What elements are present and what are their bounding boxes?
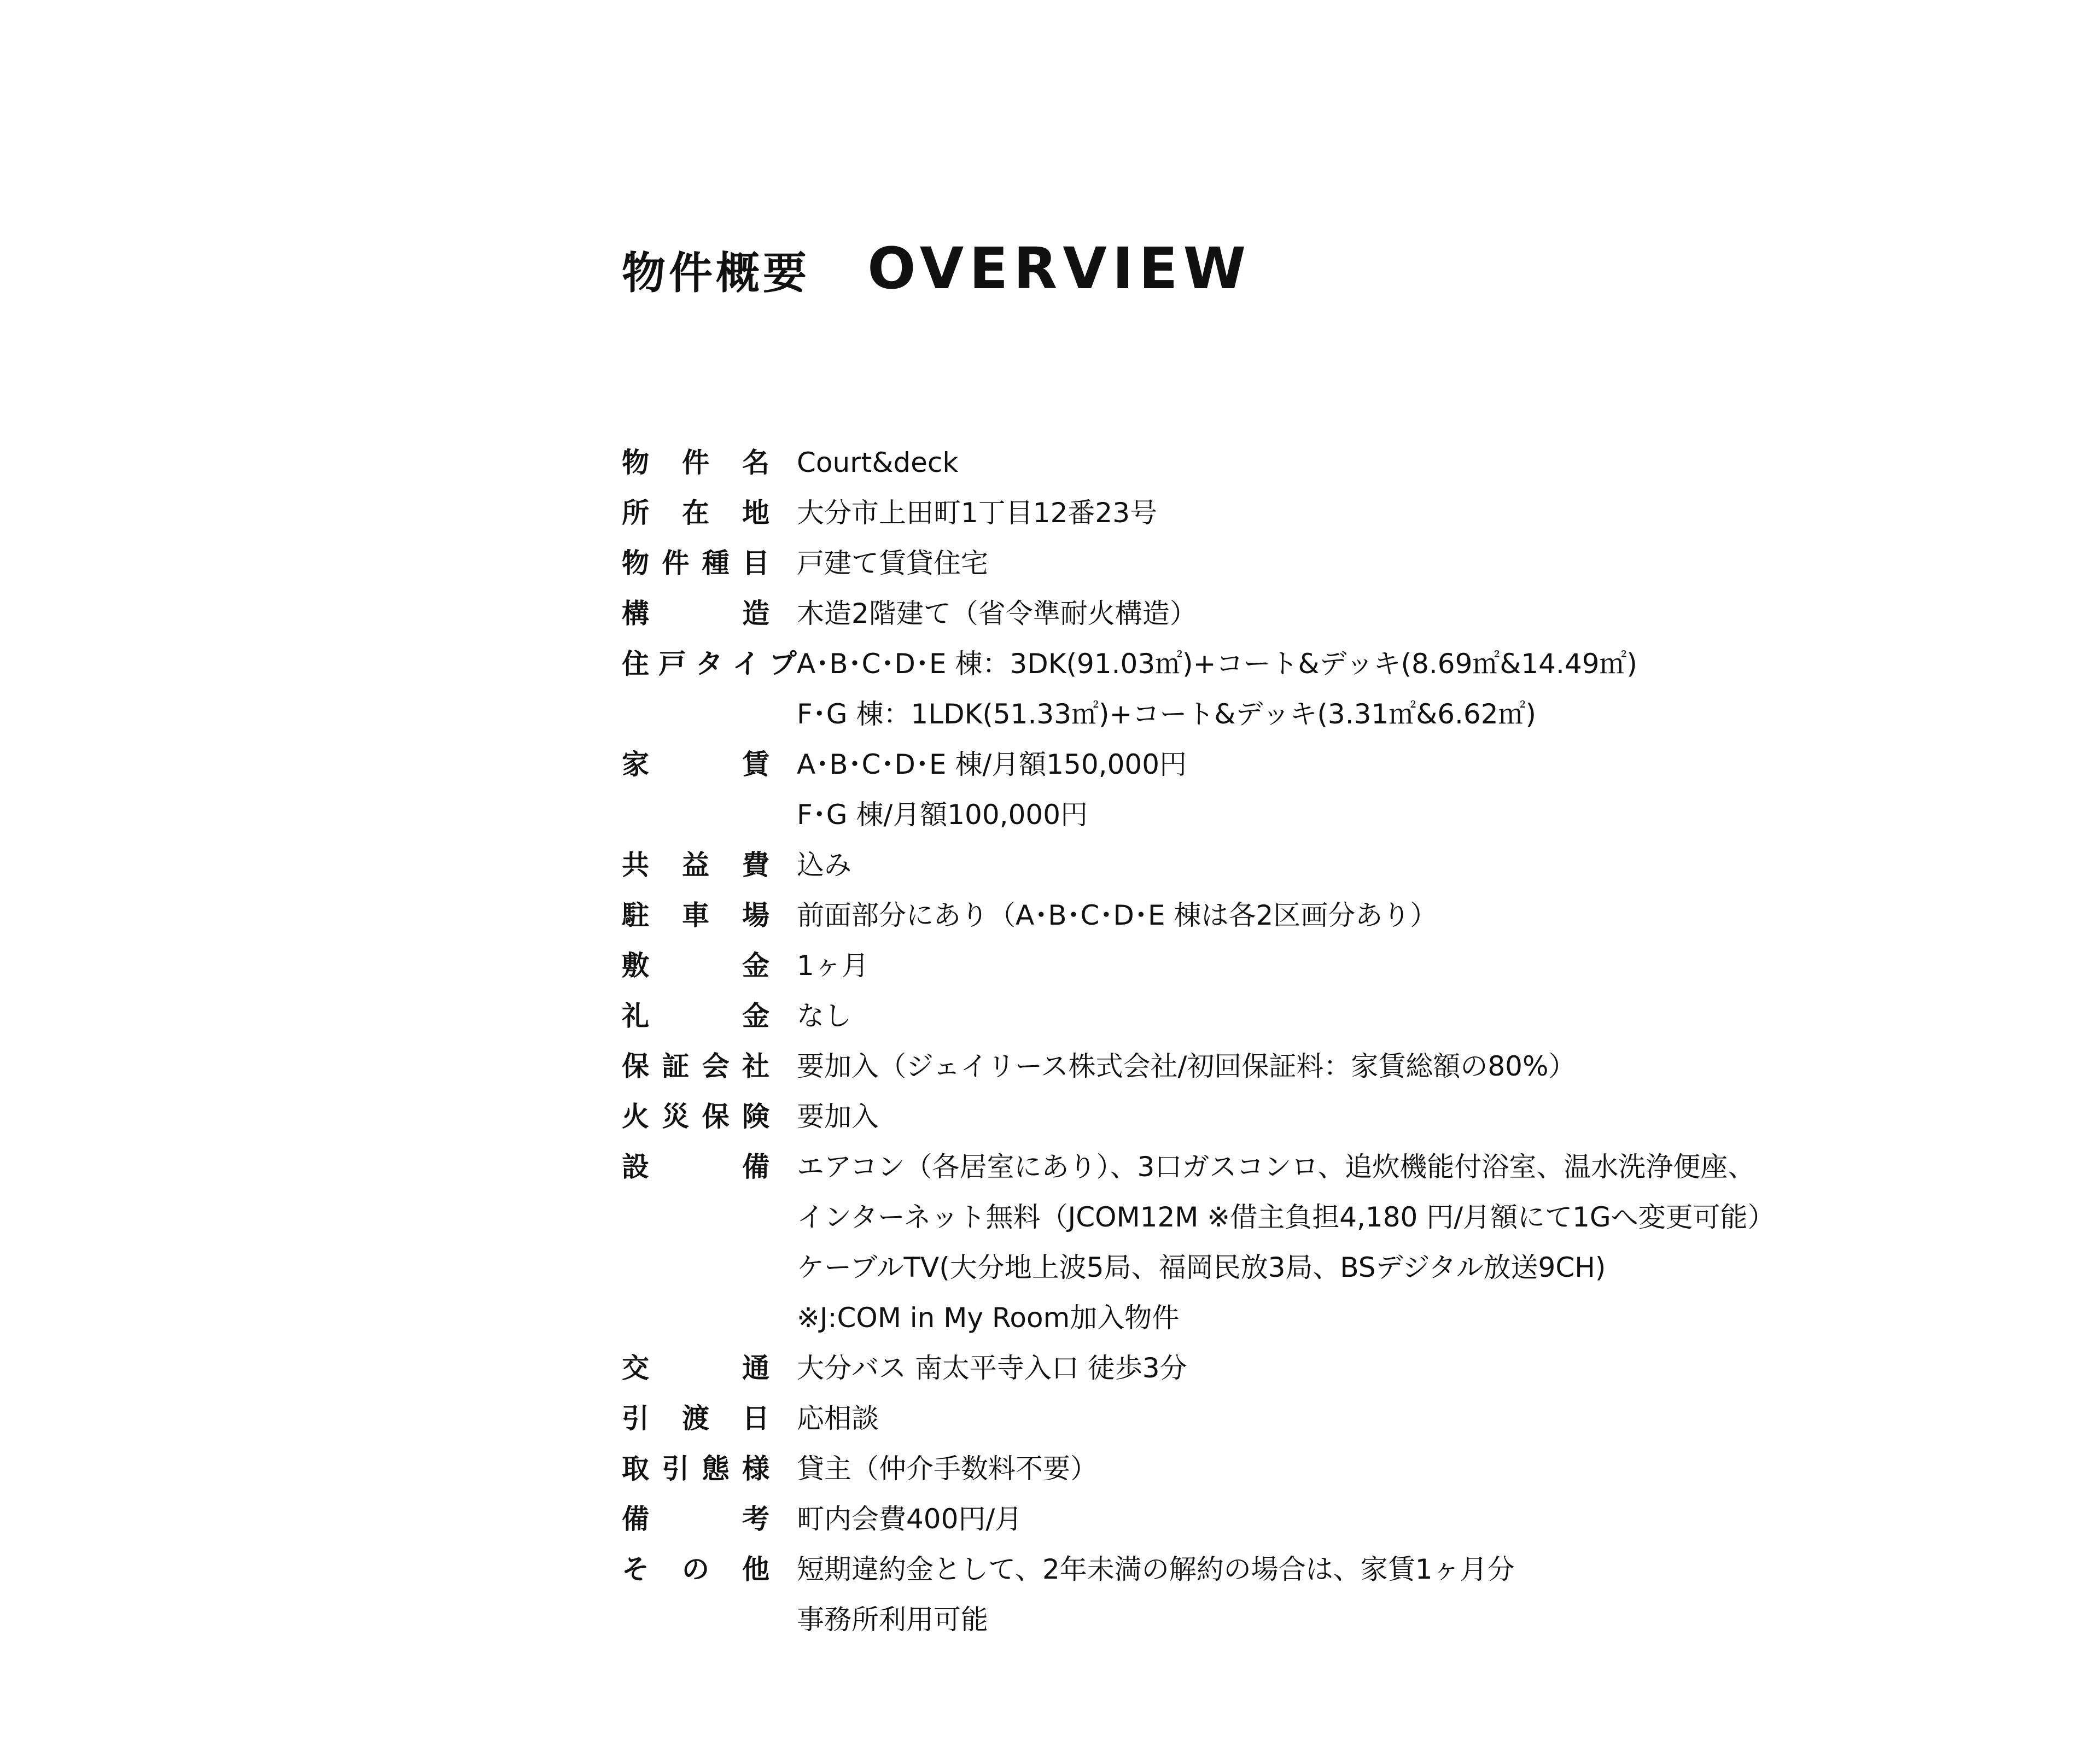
spec-label: 共 益 費 [622,849,769,881]
spec-label: そ の 他 [622,1553,769,1585]
spec-label: 住 戸 タ イ プ [622,648,797,680]
spec-values [797,1091,1934,1142]
spec-value: 大分バス 南太平寺入口 徒歩3分 [797,1352,1187,1384]
spec-value: 要加入（ジェイリース株式会社/初回保証料：家賃総額の80%） [797,1050,1576,1082]
spec-value: 応相談 [797,1403,879,1434]
spec-value: 前面部分にあり（A･B･C･D･E 棟は各2区画分あり） [797,899,1438,931]
spec-row [622,588,1934,639]
spec-values [797,890,1934,941]
spec-values [797,1444,1934,1494]
spec-label: 敷 金 [622,950,769,982]
spec-row [622,538,1934,588]
spec-values [797,437,1934,488]
spec-row [622,488,1934,538]
spec-label: 所 在 地 [622,497,769,529]
spec-values [797,1544,1934,1645]
spec-row [622,1393,1934,1444]
spec-value: インターネット無料（JCOM12M ※借主負担4,180 円/月額にて1Gへ変更可能） [797,1201,1775,1233]
spec-values [797,588,1934,639]
spec-row [622,890,1934,941]
spec-value: 込み [797,849,851,881]
spec-values [797,941,1934,991]
page-title [622,235,1251,302]
spec-label: 家 賃 [622,749,769,780]
spec-label: 保 証 会 社 [622,1050,769,1082]
spec-values [797,739,1934,840]
spec-row [622,1444,1934,1494]
spec-values [797,1142,1934,1343]
spec-value: 町内会費400円/月 [797,1503,1023,1535]
spec-row [622,1343,1934,1393]
spec-value: 貸主（仲介手数料不要） [797,1453,1098,1485]
spec-label: 物 件 種 目 [622,547,769,579]
spec-value: 戸建て賃貸住宅 [797,547,988,579]
spec-values [797,1343,1934,1393]
spec-values [797,538,1934,588]
spec-row [622,639,1934,739]
spec-value: 事務所利用可能 [797,1604,988,1636]
spec-value: 短期違約金として、2年未満の解約の場合は、家賃1ヶ月分 [797,1553,1515,1585]
spec-values [797,639,1934,739]
spec-row [622,1494,1934,1544]
title-japanese: 物件概要 [622,248,810,299]
spec-value: F･G 棟/月額100,000円 [797,799,1088,831]
spec-values [797,1041,1934,1091]
spec-values [797,840,1934,890]
spec-label: 取 引 態 様 [622,1453,769,1485]
spec-value: A･B･C･D･E 棟/月額150,000円 [797,749,1187,780]
spec-row [622,991,1934,1041]
spec-value: 大分市上田町1丁目12番23号 [797,497,1158,529]
spec-values [797,488,1934,538]
spec-label: 設 備 [622,1151,769,1183]
spec-label: 交 通 [622,1352,769,1384]
spec-label: 構 造 [622,598,769,629]
spec-row [622,437,1934,488]
spec-row [622,1544,1934,1645]
spec-row [622,739,1934,840]
spec-value: なし [797,1000,851,1032]
spec-values [797,991,1934,1041]
spec-label: 引 渡 日 [622,1403,769,1434]
spec-row [622,1142,1934,1343]
spec-value: エアコン（各居室にあり）、3口ガスコンロ、追炊機能付浴室、温水洗浄便座、 [797,1151,1755,1183]
spec-value: F･G 棟：1LDK(51.33㎡)+コート&デッキ(3.31㎡&6.62㎡) [797,698,1537,730]
spec-label: 物 件 名 [622,447,769,478]
spec-value: 木造2階建て（省令準耐火構造） [797,598,1197,629]
spec-label: 火 災 保 険 [622,1101,769,1132]
property-spec-list [622,437,1934,1645]
spec-label: 駐 車 場 [622,899,769,931]
spec-values [797,1494,1934,1544]
spec-value: ケーブルTV(大分地上波5局、福岡民放3局、BSデジタル放送9CH) [797,1252,1606,1283]
spec-values [797,1393,1934,1444]
spec-value: Court&deck [797,447,959,478]
spec-label: 備 考 [622,1503,769,1535]
spec-value: ※J:COM in My Room加入物件 [797,1302,1180,1334]
spec-label: 礼 金 [622,1000,769,1032]
spec-value: 要加入 [797,1101,879,1132]
spec-row [622,1091,1934,1142]
spec-row [622,840,1934,890]
spec-value: 1ヶ月 [797,950,869,982]
spec-value: A･B･C･D･E 棟：3DK(91.03㎡)+コート&デッキ(8.69㎡&14.49㎡) [797,648,1638,680]
spec-row [622,1041,1934,1091]
title-english: OVERVIEW [867,235,1252,302]
spec-row [622,941,1934,991]
